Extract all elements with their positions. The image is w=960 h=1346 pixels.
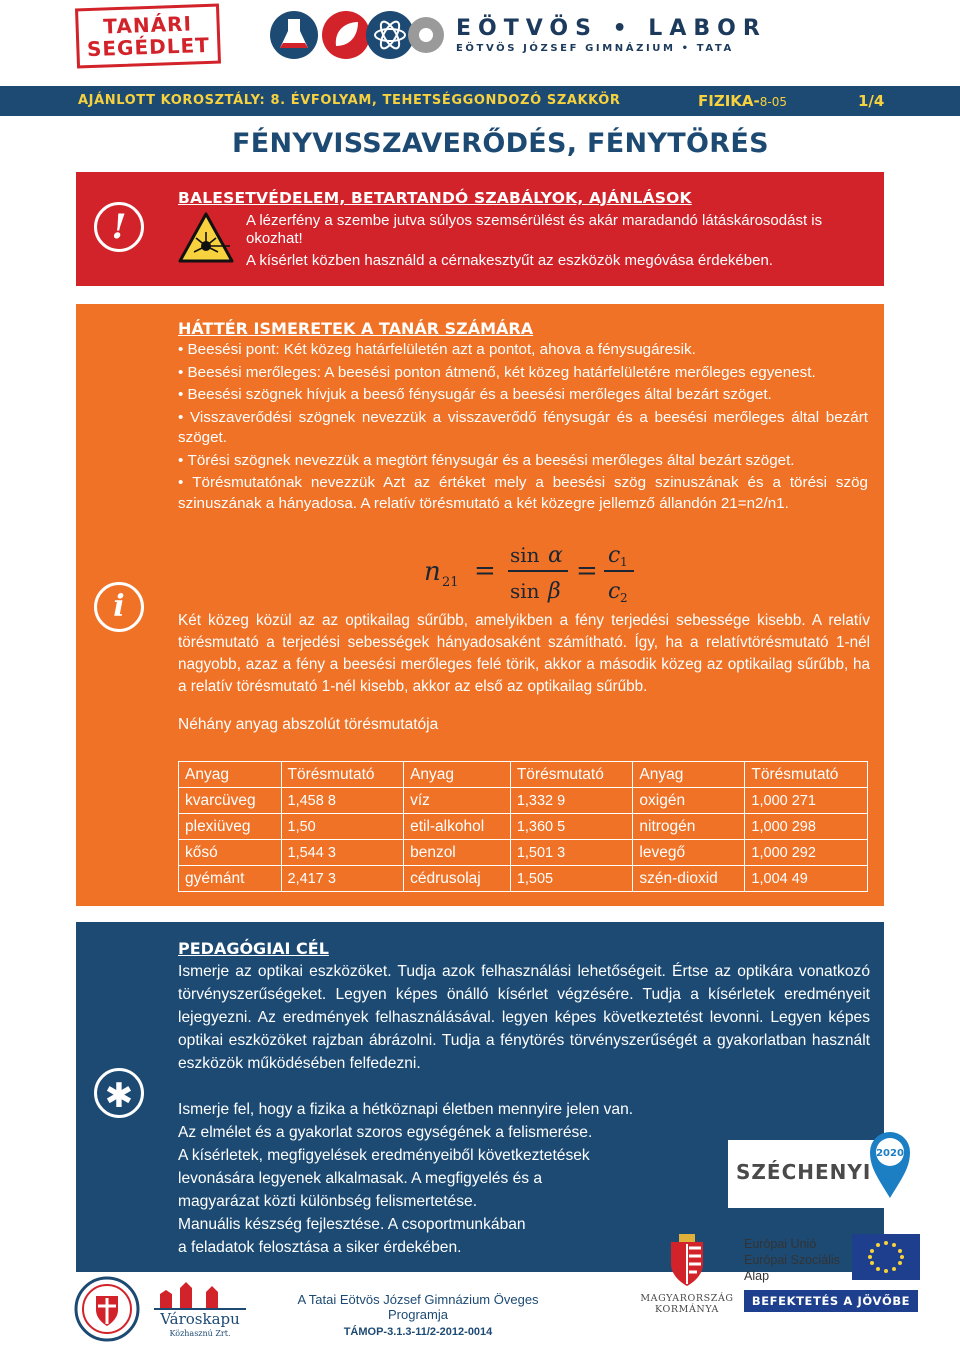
index-cell: 1,332 9 bbox=[510, 788, 633, 814]
table-row bbox=[179, 866, 868, 892]
teacher-guide-stamp bbox=[75, 4, 221, 69]
material-cell: kősó bbox=[179, 840, 282, 866]
magyarorszag-text: MAGYARORSZÁG bbox=[640, 1293, 734, 1304]
material-cell: etil-alkohol bbox=[404, 814, 511, 840]
column-header: Törésmutató bbox=[510, 762, 633, 788]
pedagogy-text: Ismerje az optikai eszközöket. Tudja azok felhasználási lehetőségeit. Értse az optikára vonatkozó törvényszerűségeket. Legyen képes önálló kísérlet végzésére. Tudja a kísérletek eredményeit lejegyezni. Az eredmények felhasználásával. legyen képes következtetést levonni. Legyen képes optikai eszközöket rajzban ábrázolni. Tudja a fénytörés törvényszerűségét a gyakorlatban használt eszközök működésében felfedezni. bbox=[178, 963, 870, 1072]
brand-name: EÖTVÖS • LABOR bbox=[456, 16, 767, 41]
goal-line: levonására legyenek alkalmasak. A megfigyelés és a bbox=[178, 1170, 543, 1187]
pedagogy-heading: PEDAGÓGIAI CÉL bbox=[178, 939, 329, 958]
svg-text:sin: sin bbox=[510, 543, 540, 567]
table-row bbox=[179, 840, 868, 866]
svg-text:sin: sin bbox=[510, 579, 540, 603]
index-cell: 1,544 3 bbox=[281, 840, 404, 866]
stamp-line2: SEGÉDLET bbox=[86, 32, 211, 62]
refractive-index-table bbox=[178, 761, 868, 892]
column-header: Törésmutató bbox=[745, 762, 868, 788]
material-cell: benzol bbox=[404, 840, 511, 866]
eu-line2: Európai Szociális bbox=[744, 1253, 840, 1267]
index-cell: 1,501 3 bbox=[510, 840, 633, 866]
index-cell: 1,360 5 bbox=[510, 814, 633, 840]
exclamation-icon: ! bbox=[94, 202, 144, 252]
recommended-age: AJÁNLOTT KOROSZTÁLY: 8. ÉVFOLYAM, TEHETSÉGGONDOZÓ SZAKKÖR bbox=[78, 93, 621, 108]
safety-text-laser: A lézerfény a szembe jutva súlyos szemsérülést és akár maradandó látáskárosodást is okozhat! bbox=[246, 212, 823, 247]
goal-line: Manuális készség fejlesztése. A csoportmunkában bbox=[178, 1216, 526, 1233]
page-title: FÉNYVISSZAVERŐDÉS, FÉNYTÖRÉS bbox=[232, 128, 769, 159]
column-header: Anyag bbox=[633, 762, 745, 788]
density-paragraph: Két közeg közül az az optikailag sűrűbb, amelyikben a fény terjedési sebessége kisebb. A relatív törésmutató a terjedési sebességek hányadosaként számítható. Így, ha a relatívtörésmutató 1-nél nagyobb, azaz a fény a beesési merőleges felé törik, akkor a második közeg az optikailag sűrűbb, ha a relatív törésmutató 1-nél kisebb, akkor az első az optikailag sűrűbb. bbox=[178, 612, 870, 695]
svg-text:2: 2 bbox=[620, 591, 628, 605]
tamop-code: TÁMOP-3.1.3-11/2-2012-0014 bbox=[343, 1326, 493, 1338]
szechenyi-2020-logo bbox=[728, 1140, 918, 1208]
pedagogy-panel bbox=[76, 922, 884, 1272]
definition-item: • Beesési merőleges: A beesési ponton átmenő, két közeg határfelületére merőleges egyenest. bbox=[178, 363, 868, 384]
index-cell: 1,000 292 bbox=[745, 840, 868, 866]
safety-text-gloves: A kísérlet közben használd a cérnakesztyűt az eszközök megóvása érdekében. bbox=[246, 252, 773, 269]
eu-line1: Európai Unió bbox=[744, 1237, 817, 1251]
info-bar bbox=[0, 86, 960, 116]
material-cell: nitrogén bbox=[633, 814, 745, 840]
location-pin-icon bbox=[868, 1128, 912, 1200]
program-name: A Tatai Eötvös József Gimnázium Öveges Programja bbox=[297, 1292, 539, 1322]
table-caption: Néhány anyag abszolút törésmutatója bbox=[178, 716, 439, 733]
background-panel bbox=[76, 304, 884, 906]
gear-icon bbox=[408, 17, 444, 53]
safety-heading: BALESETVÉDELEM, BETARTANDÓ SZABÁLYOK, AJÁNLÁSOK bbox=[178, 189, 692, 207]
kormanya-text: KORMÁNYA bbox=[655, 1304, 719, 1315]
varoskapu-name: Városkapu bbox=[160, 1310, 240, 1328]
column-header: Törésmutató bbox=[281, 762, 404, 788]
material-cell: levegő bbox=[633, 840, 745, 866]
goal-line: Ismerje fel, hogy a fizika a hétköznapi életben mennyire jelen van. bbox=[178, 1101, 634, 1118]
table-row bbox=[179, 814, 868, 840]
leaf-icon bbox=[322, 11, 370, 59]
footer-program bbox=[278, 1292, 558, 1338]
material-cell: víz bbox=[404, 788, 511, 814]
info-icon: i bbox=[94, 582, 144, 632]
material-cell: szén-dioxid bbox=[633, 866, 745, 892]
table-header-row bbox=[179, 762, 868, 788]
index-cell: 1,000 298 bbox=[745, 814, 868, 840]
varoskapu-subtitle: Közhasznú Zrt. bbox=[169, 1329, 231, 1338]
school-crest-logo bbox=[74, 1276, 140, 1342]
definition-item: • Beesési szögnek hívjuk a beeső fénysugár és a beesési merőleges által bezárt szöget. bbox=[178, 385, 868, 406]
goal-line: Az elmélet és a gyakorlat szoros egységének a felismerése. bbox=[178, 1124, 593, 1141]
page-number: 1/4 bbox=[858, 92, 885, 110]
investment-banner: BEFEKTETÉS A JÖVŐBE bbox=[744, 1290, 918, 1312]
refraction-formula bbox=[424, 536, 640, 606]
definition-item: • Törésmutatónak nevezzük Azt az értéket mely a beesési szög szinuszának és a törési szög szinuszának a hányadosa. A relatív törésmutató a két közegre jellemző állandón 21=n2/n1. bbox=[178, 473, 868, 514]
eu-line3: Alap bbox=[744, 1269, 770, 1283]
asterisk-icon: ✱ bbox=[94, 1068, 144, 1118]
material-cell: plexiüveg bbox=[179, 814, 282, 840]
goal-line: a feladatok felosztása a siker érdekében. bbox=[178, 1239, 462, 1256]
svg-text:β: β bbox=[548, 579, 561, 604]
table-row bbox=[179, 788, 868, 814]
definition-item: • Beesési pont: Két közeg határfelületén azt a pontot, ahova a fénysugáresik. bbox=[178, 340, 868, 361]
eu-logo bbox=[744, 1236, 920, 1286]
subject-code bbox=[698, 92, 787, 110]
brand bbox=[456, 16, 767, 54]
material-cell: oxigén bbox=[633, 788, 745, 814]
laser-warning-icon bbox=[178, 212, 234, 264]
goal-line: magyarázat közti különbség felismertetése. bbox=[178, 1193, 478, 1210]
definition-item: • Visszaverődési szögnek nevezzük a visszaverődő fénysugár és a beesési merőleges által bezárt szöget. bbox=[178, 408, 868, 449]
svg-text:21: 21 bbox=[442, 575, 459, 590]
svg-text:c: c bbox=[608, 579, 621, 604]
eu-text bbox=[744, 1236, 840, 1284]
subject-code-main: FIZIKA- bbox=[698, 92, 760, 110]
subject-code-number: 8-05 bbox=[759, 95, 787, 109]
svg-text:=: = bbox=[576, 556, 598, 586]
index-cell: 2,417 3 bbox=[281, 866, 404, 892]
lab-logo-icons bbox=[268, 6, 448, 64]
atom-icon bbox=[366, 11, 414, 59]
varoskapu-logo bbox=[150, 1280, 250, 1340]
goal-line: A kísérletek, megfigyelések eredményeiből következtetések bbox=[178, 1147, 590, 1164]
definition-list bbox=[178, 340, 868, 516]
svg-text:1: 1 bbox=[620, 555, 628, 569]
safety-panel bbox=[76, 172, 884, 286]
coat-of-arms-icon bbox=[667, 1234, 707, 1288]
brand-subtitle: EÖTVÖS JÓZSEF GIMNÁZIUM • TATA bbox=[456, 43, 734, 54]
stamp-line1: TANÁRI bbox=[102, 11, 193, 39]
background-heading: HÁTTÉR ISMERETEK A TANÁR SZÁMÁRA bbox=[178, 319, 534, 338]
index-cell: 1,000 271 bbox=[745, 788, 868, 814]
index-cell: 1,458 8 bbox=[281, 788, 404, 814]
index-cell: 1,50 bbox=[281, 814, 404, 840]
svg-text:=: = bbox=[474, 556, 496, 586]
hungarian-government-logo bbox=[640, 1234, 734, 1334]
svg-text:n: n bbox=[424, 557, 441, 587]
material-cell: cédrusolaj bbox=[404, 866, 511, 892]
column-header: Anyag bbox=[404, 762, 511, 788]
flask-icon bbox=[270, 11, 318, 59]
column-header: Anyag bbox=[179, 762, 282, 788]
index-cell: 1,505 bbox=[510, 866, 633, 892]
definition-item: • Törési szögnek nevezzük a megtört fénysugár és a beesési merőleges által bezárt szöget. bbox=[178, 451, 868, 472]
eu-flag-icon bbox=[852, 1234, 920, 1280]
szechenyi-text: SZÉCHENYI bbox=[736, 1160, 872, 1184]
material-cell: kvarcüveg bbox=[179, 788, 282, 814]
index-cell: 1,004 49 bbox=[745, 866, 868, 892]
material-cell: gyémánt bbox=[179, 866, 282, 892]
svg-text:c: c bbox=[608, 543, 621, 568]
szechenyi-year: 2020 bbox=[876, 1148, 904, 1159]
svg-text:α: α bbox=[548, 543, 563, 568]
